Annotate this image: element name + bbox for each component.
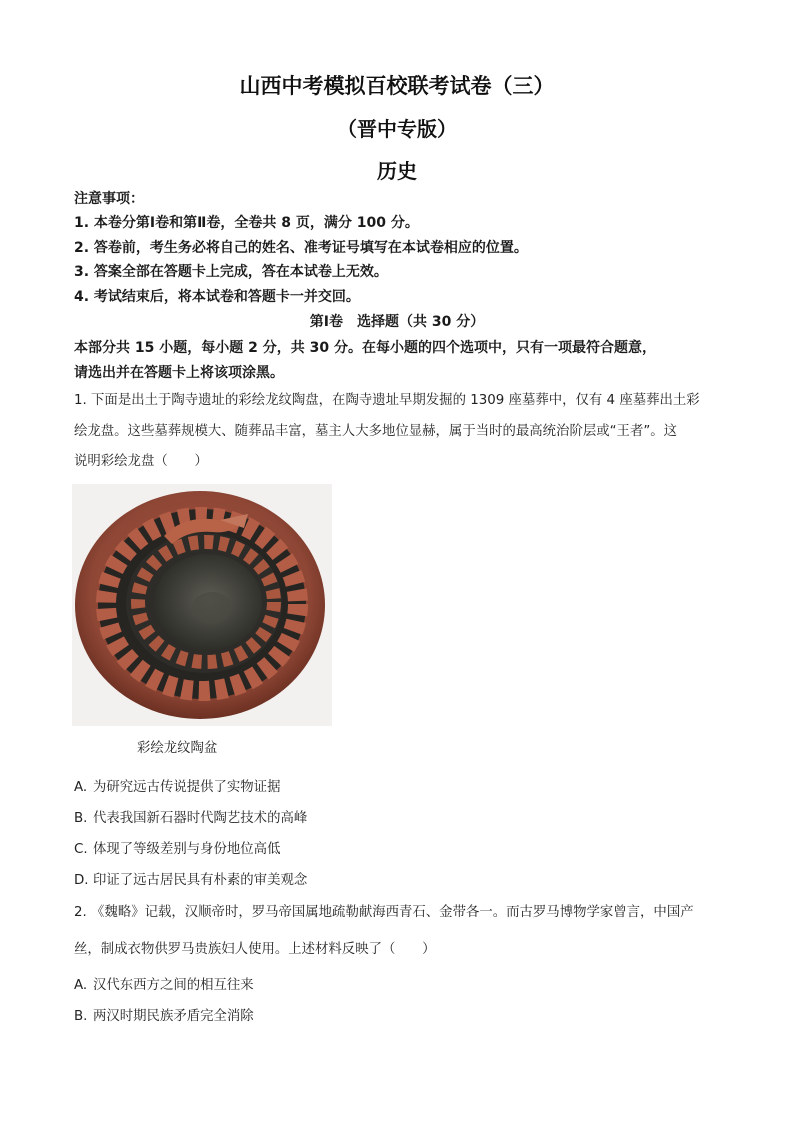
option-text: 代表我国新石器时代陶艺技术的高峰 xyxy=(93,811,308,826)
question-2-text: 丝，制成衣物供罗马贵族妇人使用。上述材料反映了（ ） xyxy=(74,942,436,957)
painted-dragon-plate-image xyxy=(72,484,332,726)
option-letter: C. xyxy=(74,842,88,857)
option-letter: B. xyxy=(74,1009,88,1024)
section-title: 第Ⅰ卷 选择题（共 30 分） xyxy=(309,314,485,330)
question-1-text: 1. 下面是出土于陶寺遗址的彩绘龙纹陶盘，在陶寺遗址早期发掘的 1309 座墓葬中，仅有 4 座墓葬出土彩 xyxy=(74,393,700,408)
notice-item: 2. 答卷前，考生务必将自己的姓名、准考证号填写在本试卷相应的位置。 xyxy=(74,240,528,256)
exam-subject: 历史 xyxy=(377,159,417,183)
section-instruction: 请选出并在答题卡上将该项涂黑。 xyxy=(74,365,284,381)
notice-item: 1. 本卷分第Ⅰ卷和第Ⅱ卷，全卷共 8 页，满分 100 分。 xyxy=(74,215,419,231)
option-letter: A. xyxy=(74,978,88,993)
question-1-option-d xyxy=(74,869,307,888)
figure-caption: 彩绘龙纹陶盆 xyxy=(137,741,218,756)
option-text: 汉代东西方之间的相互往来 xyxy=(93,978,254,993)
option-letter: A. xyxy=(74,780,88,795)
question-1-option-c xyxy=(74,838,280,857)
notice-heading: 注意事项： xyxy=(74,191,144,207)
question-1-option-a xyxy=(74,776,280,795)
notice-item: 4. 考试结束后，将本试卷和答题卡一并交回。 xyxy=(74,289,360,305)
question-2-option-b xyxy=(74,1005,254,1024)
option-text: 印证了远古居民具有朴素的审美观念 xyxy=(93,873,308,888)
question-2-option-a xyxy=(74,974,254,993)
option-text: 体现了等级差别与身份地位高低 xyxy=(93,842,281,857)
section-instruction: 本部分共 15 小题，每小题 2 分，共 30 分。在每小题的四个选项中，只有一项最符合题意， xyxy=(74,340,656,356)
question-1-option-b xyxy=(74,807,307,826)
question-1-text: 说明彩绘龙盘（ ） xyxy=(74,454,208,469)
exam-subtitle: （晋中专版） xyxy=(337,117,457,141)
option-letter: D. xyxy=(74,873,89,888)
question-2-text: 2. 《魏略》记载，汉顺帝时，罗马帝国属地疏勒献海西青石、金带各一。而古罗马博物学家曾言，中国产 xyxy=(74,905,694,920)
option-text: 为研究远古传说提供了实物证据 xyxy=(93,780,281,795)
dragon-plate-illustration xyxy=(72,484,332,726)
question-1-text: 绘龙盘。这些墓葬规模大、随葬品丰富，墓主人大多地位显赫，属于当时的最高统治阶层或“王者”。这 xyxy=(74,424,678,439)
option-letter: B. xyxy=(74,811,88,826)
option-text: 两汉时期民族矛盾完全消除 xyxy=(93,1009,254,1024)
notice-item: 3. 答案全部在答题卡上完成，答在本试卷上无效。 xyxy=(74,264,388,280)
exam-title: 山西中考模拟百校联考试卷（三） xyxy=(239,73,555,98)
